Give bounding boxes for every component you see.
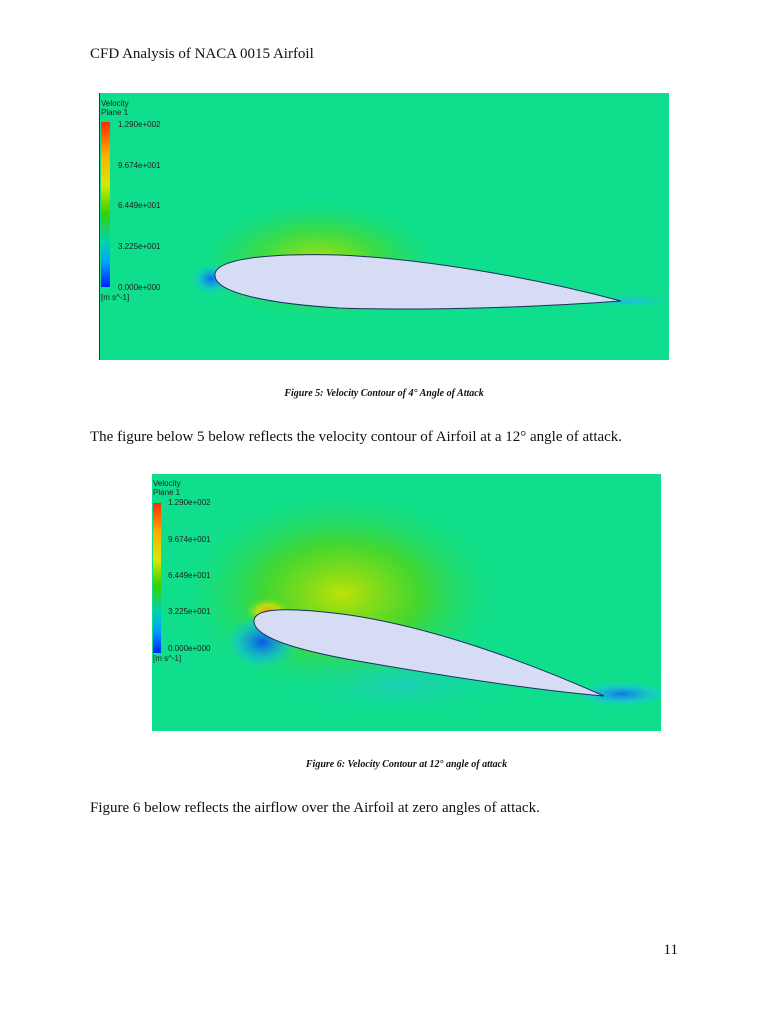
figure-5-caption: Figure 5: Velocity Contour of 4° Angle of Attack (284, 388, 484, 399)
figure-5-contour-image (99, 93, 669, 360)
fig5-legend-unit: [m s^-1] (101, 293, 130, 302)
fig6-legend-tick-3: 6.449e+001 (168, 571, 211, 580)
fig6-legend-location: Plane 1 (153, 488, 181, 497)
fig5-legend-max: 1.290e+002 (118, 120, 161, 129)
fig5-legend-tick-2: 9.674e+001 (118, 161, 161, 170)
fig6-legend-max: 1.290e+002 (168, 498, 211, 507)
fig6-legend-variable: Velocity (153, 479, 181, 488)
fig5-legend-tick-4: 3.225e+001 (118, 242, 161, 251)
fig6-legend-min: 0.000e+000 (168, 644, 211, 653)
fig6-legend-tick-2: 9.674e+001 (168, 535, 211, 544)
paragraph-1: The figure below 5 below reflects the velocity contour of Airfoil at a 12° angle of attack. (90, 429, 623, 445)
figure-5-velocity-contour (99, 93, 669, 360)
figure-6-velocity-contour (152, 474, 661, 731)
paragraph-2: Figure 6 below reflects the airflow over the Airfoil at zero angles of attack. (90, 800, 540, 816)
fig5-legend-min: 0.000e+000 (118, 283, 161, 292)
fig5-legend-location: Plane 1 (101, 108, 129, 117)
fig6-legend-unit: [m s^-1] (153, 654, 182, 663)
fig5-legend-variable: Velocity (101, 99, 129, 108)
page-number: 11 (663, 942, 678, 958)
fig6-legend-tick-4: 3.225e+001 (168, 607, 211, 616)
figure-6-contour-image (152, 474, 661, 731)
figure-6-caption: Figure 6: Velocity Contour at 12° angle of attack (305, 759, 508, 770)
fig5-legend-tick-3: 6.449e+001 (118, 201, 161, 210)
page-header-title: CFD Analysis of NACA 0015 Airfoil (90, 46, 314, 62)
